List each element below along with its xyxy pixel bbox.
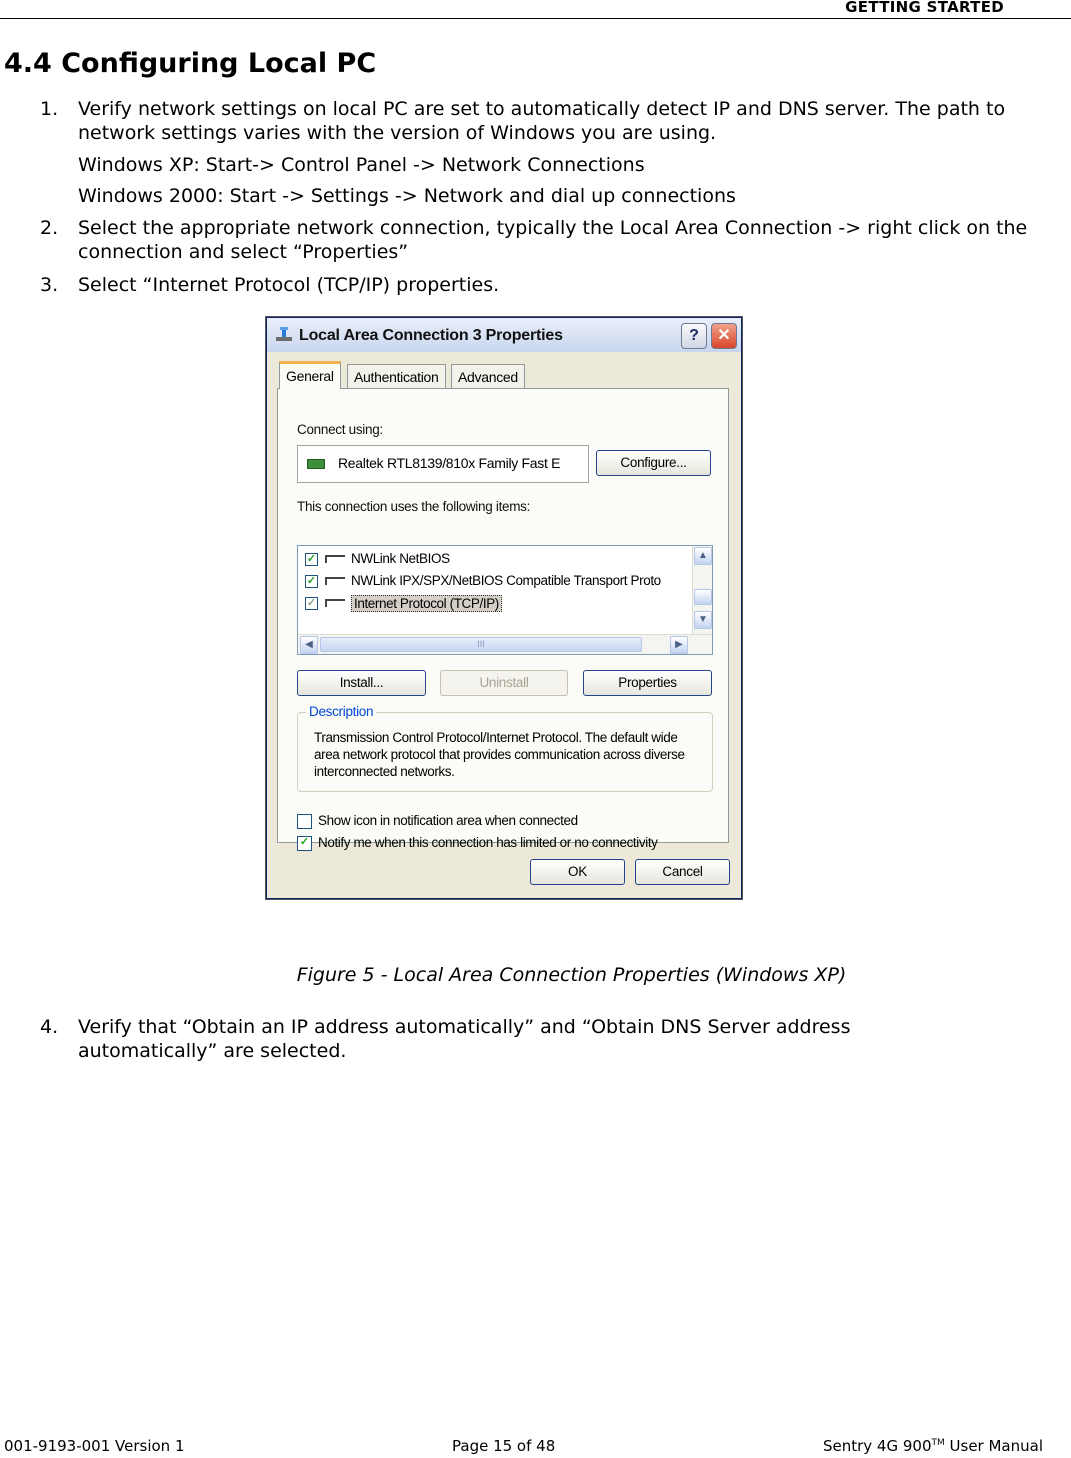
footer-product <box>823 1437 1043 1455</box>
item-label: NWLink IPX/SPX/NetBIOS Compatible Transport Proto <box>351 573 661 588</box>
path-windows-xp: Windows XP: Start-> Control Panel -> Network Connections <box>78 154 645 176</box>
running-header <box>0 0 1071 19</box>
step-4 <box>40 1015 1060 1063</box>
install-button[interactable]: Install... <box>297 670 426 696</box>
step-3 <box>40 273 1060 297</box>
description-label: Description <box>306 704 376 719</box>
adapter-field <box>297 445 589 483</box>
description-text: Transmission Control Protocol/Internet Protocol. The default wide area network protocol that provides communication across diverse interconnected networks. <box>314 730 685 779</box>
step-number: 1. <box>40 98 59 120</box>
horizontal-scrollbar[interactable] <box>298 634 712 654</box>
protocol-icon <box>325 555 345 563</box>
path-windows-2000: Windows 2000: Start -> Settings -> Network and dial up connections <box>78 185 736 207</box>
step-text: Select the appropriate network connection, typically the Local Area Connection -> right click on the connection and select “Properties” <box>78 217 1028 263</box>
section-title: 4.4 Configuring Local PC <box>4 48 377 79</box>
item-label: Internet Protocol (TCP/IP) <box>351 595 502 612</box>
step-1 <box>40 97 1060 145</box>
figure-caption: Figure 5 - Local Area Connection Properties (Windows XP) <box>296 964 847 986</box>
dialog-titlebar <box>267 318 741 352</box>
connect-using-label: Connect using: <box>297 422 383 437</box>
configure-button[interactable]: Configure... <box>596 450 711 476</box>
ok-button[interactable]: OK <box>530 859 625 885</box>
scroll-up-icon[interactable]: ▲ <box>694 547 712 565</box>
step-text: Verify network settings on local PC are set to automatically detect IP and DNS server. The path to network settings varies with the version of Windows you are using. <box>78 98 1006 144</box>
step-text: Verify that “Obtain an IP address automatically” and “Obtain DNS Server address automatically” are selected. <box>78 1016 851 1062</box>
protocol-icon <box>325 577 345 585</box>
footer-manual-label: User Manual <box>944 1437 1043 1455</box>
tab-advanced[interactable]: Advanced <box>451 364 525 388</box>
scroll-down-icon[interactable]: ▼ <box>694 611 712 629</box>
footer-page-number: Page 15 of 48 <box>452 1437 556 1455</box>
close-button[interactable]: ✕ <box>711 323 737 349</box>
tab-authentication[interactable]: Authentication <box>347 364 446 388</box>
items-label: This connection uses the following items: <box>297 499 531 514</box>
footer-doc-number: 001-9193-001 Version 1 <box>4 1437 185 1455</box>
item-checkbox[interactable]: ✓ <box>306 597 317 609</box>
step-text: Select “Internet Protocol (TCP/IP) properties. <box>78 274 500 296</box>
scroll-right-icon[interactable]: ▶ <box>670 636 688 654</box>
trademark-mark: TM <box>931 1438 945 1448</box>
components-list[interactable] <box>297 545 713 655</box>
show-icon-label: Show icon in notification area when connected <box>318 813 578 828</box>
item-checkbox[interactable]: ✓ <box>306 553 317 565</box>
help-button[interactable]: ? <box>681 323 707 349</box>
step-2 <box>40 216 1060 264</box>
properties-button[interactable]: Properties <box>583 670 712 696</box>
notify-label: Notify me when this connection has limited or no connectivity <box>318 835 658 850</box>
scroll-thumb-horizontal[interactable]: III <box>320 637 642 652</box>
dialog-title: Local Area Connection 3 Properties <box>299 327 563 344</box>
description-group <box>297 704 713 792</box>
footer-product-name: Sentry 4G 900 <box>822 1437 932 1455</box>
running-header-title: GETTING STARTED <box>845 0 1004 16</box>
step-number: 2. <box>40 217 59 239</box>
uninstall-button[interactable]: Uninstall <box>440 670 568 696</box>
item-label: NWLink NetBIOS <box>351 551 450 566</box>
network-adapter-icon <box>307 459 325 469</box>
cancel-button[interactable]: Cancel <box>635 859 730 885</box>
vertical-scrollbar[interactable] <box>692 546 712 636</box>
properties-dialog <box>265 316 743 900</box>
general-tab-panel <box>277 388 729 850</box>
scroll-left-icon[interactable]: ◀ <box>300 636 318 654</box>
adapter-name: Realtek RTL8139/810x Family Fast E <box>338 455 561 471</box>
item-checkbox[interactable]: ✓ <box>306 575 317 587</box>
protocol-icon <box>325 599 345 607</box>
show-icon-checkbox[interactable] <box>297 814 312 829</box>
tab-general[interactable]: General <box>279 361 341 389</box>
step-number: 3. <box>40 274 59 296</box>
scroll-thumb[interactable] <box>694 589 712 605</box>
dialog-client-area <box>267 352 741 898</box>
step-number: 4. <box>40 1016 59 1038</box>
network-connection-icon <box>275 327 293 343</box>
notify-checkbox[interactable]: ✓ <box>297 836 312 851</box>
